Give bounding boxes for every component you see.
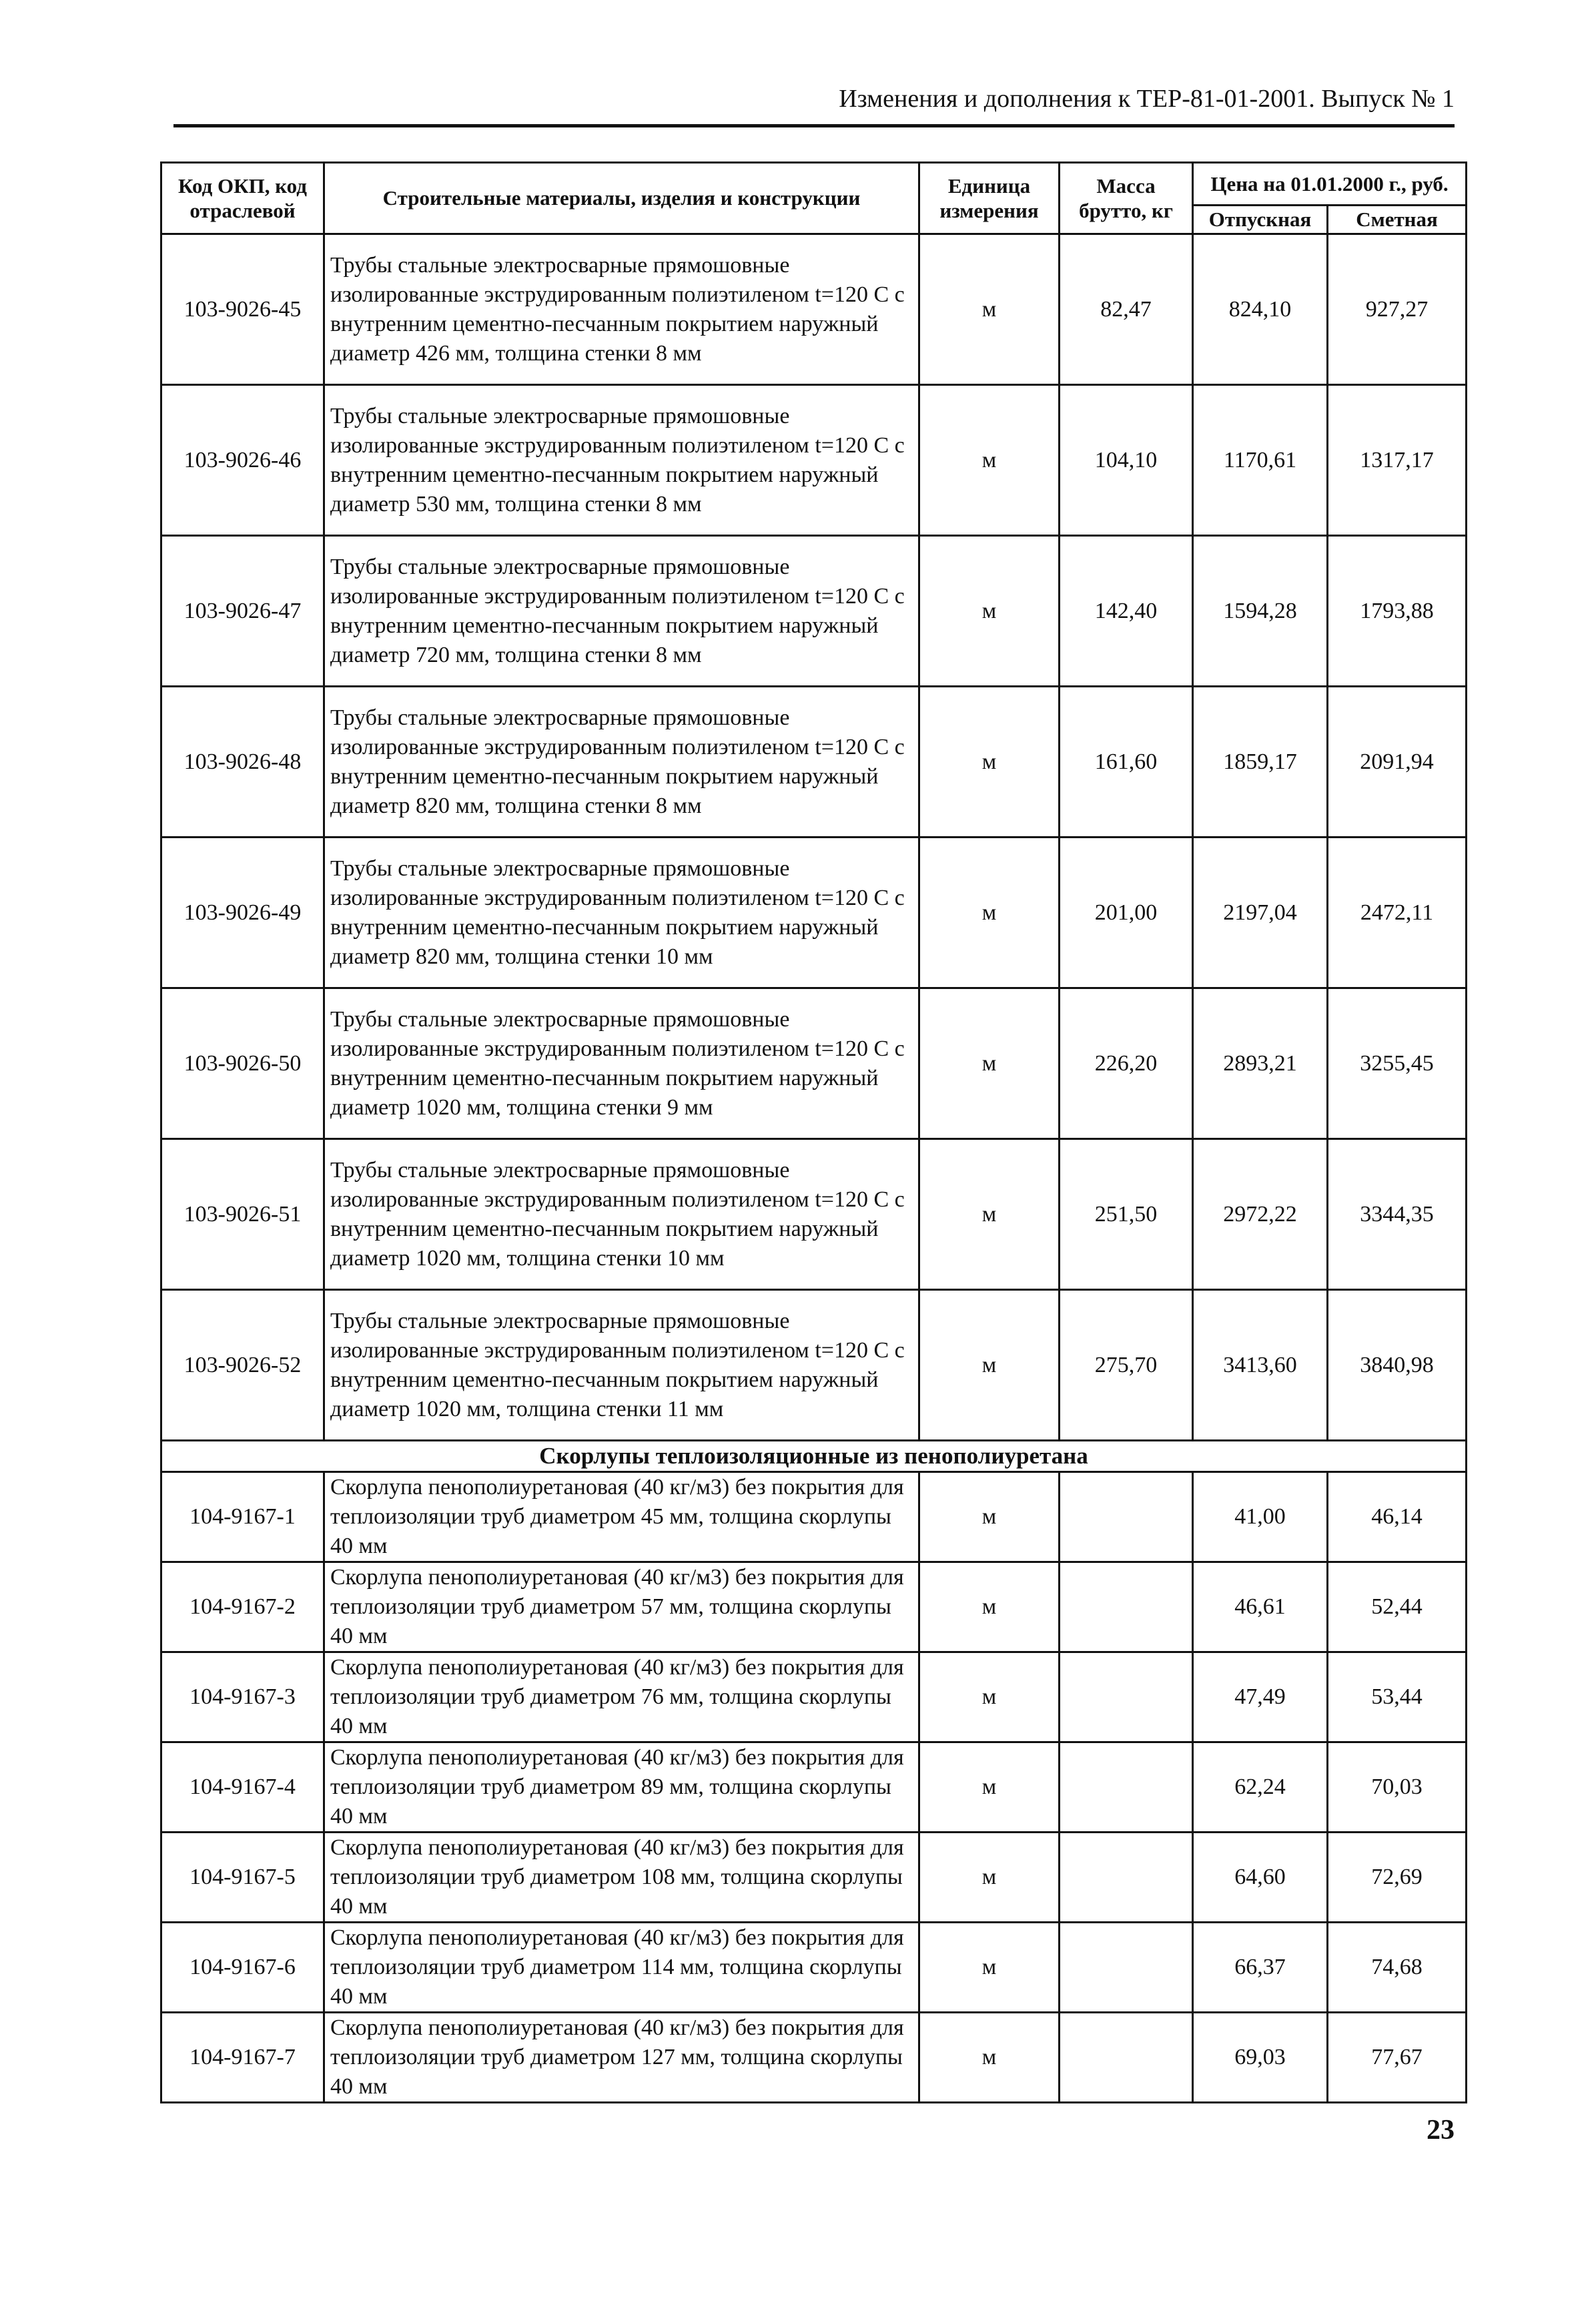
- row-mass: 226,20: [1060, 988, 1193, 1139]
- row-price-release: 46,61: [1193, 1562, 1328, 1652]
- row-description: Трубы стальные электросварные прямошовные изолированные экструдированным полиэтиленом t=120 С с внутренним цементно-песчанным покрытием наружный диаметр 426 мм, толщина стенки 8 мм: [324, 234, 919, 385]
- table-row: [161, 1833, 1467, 1923]
- table-row: [161, 687, 1467, 838]
- row-price-estimate: 70,03: [1328, 1742, 1467, 1833]
- row-unit: м: [919, 1290, 1060, 1441]
- page-number: 23: [1427, 2115, 1455, 2146]
- table-row: [161, 838, 1467, 988]
- row-description: Трубы стальные электросварные прямошовные изолированные экструдированным полиэтиленом t=120 С с внутренним цементно-песчанным покрытием наружный диаметр 530 мм, толщина стенки 8 мм: [324, 385, 919, 536]
- row-price-estimate: 1793,88: [1328, 536, 1467, 687]
- row-price-release: 41,00: [1193, 1472, 1328, 1562]
- row-unit: м: [919, 1562, 1060, 1652]
- row-code: 104-9167-3: [161, 1652, 324, 1742]
- table-row: [161, 536, 1467, 687]
- row-price-estimate: 927,27: [1328, 234, 1467, 385]
- row-price-release: 1859,17: [1193, 687, 1328, 838]
- row-mass: 275,70: [1060, 1290, 1193, 1441]
- row-mass: [1060, 1562, 1193, 1652]
- row-mass: 161,60: [1060, 687, 1193, 838]
- row-price-estimate: 52,44: [1328, 1562, 1467, 1652]
- row-price-release: 2197,04: [1193, 838, 1328, 988]
- row-code: 103-9026-51: [161, 1139, 324, 1290]
- row-description: Трубы стальные электросварные прямошовные изолированные экструдированным полиэтиленом t=120 С с внутренним цементно-песчанным покрытием наружный диаметр 1020 мм, толщина стенки 9 мм: [324, 988, 919, 1139]
- row-price-release: 1594,28: [1193, 536, 1328, 687]
- table-row: [161, 1290, 1467, 1441]
- row-code: 104-9167-4: [161, 1742, 324, 1833]
- table-row: [161, 234, 1467, 385]
- header-name: Строительные материалы, изделия и конструкции: [324, 163, 919, 234]
- page-header-title: Изменения и дополнения к ТЕР-81-01-2001. Выпуск № 1: [839, 85, 1455, 113]
- row-unit: м: [919, 1923, 1060, 2013]
- row-mass: 82,47: [1060, 234, 1193, 385]
- row-price-release: 1170,61: [1193, 385, 1328, 536]
- row-unit: м: [919, 536, 1060, 687]
- row-mass: 201,00: [1060, 838, 1193, 988]
- row-code: 104-9167-6: [161, 1923, 324, 2013]
- header-price-estimate: Сметная: [1328, 206, 1467, 234]
- row-mass: [1060, 1742, 1193, 1833]
- row-price-release: 3413,60: [1193, 1290, 1328, 1441]
- row-description: Трубы стальные электросварные прямошовные изолированные экструдированным полиэтиленом t=120 С с внутренним цементно-песчанным покрытием наружный диаметр 820 мм, толщина стенки 8 мм: [324, 687, 919, 838]
- row-mass: [1060, 1652, 1193, 1742]
- row-price-estimate: 46,14: [1328, 1472, 1467, 1562]
- row-unit: м: [919, 687, 1060, 838]
- row-unit: м: [919, 1742, 1060, 1833]
- row-price-estimate: 3344,35: [1328, 1139, 1467, 1290]
- row-price-release: 2893,21: [1193, 988, 1328, 1139]
- row-price-estimate: 2472,11: [1328, 838, 1467, 988]
- row-unit: м: [919, 234, 1060, 385]
- table-row: [161, 2013, 1467, 2103]
- pipes-rows: [161, 234, 1467, 1441]
- row-price-estimate: 74,68: [1328, 1923, 1467, 2013]
- table-row: [161, 1472, 1467, 1562]
- row-code: 103-9026-48: [161, 687, 324, 838]
- table-row: [161, 988, 1467, 1139]
- row-description: Трубы стальные электросварные прямошовные изолированные экструдированным полиэтиленом t=120 С с внутренним цементно-песчанным покрытием наружный диаметр 1020 мм, толщина стенки 10 мм: [324, 1139, 919, 1290]
- header-rule: [173, 124, 1455, 127]
- row-unit: м: [919, 385, 1060, 536]
- row-price-estimate: 77,67: [1328, 2013, 1467, 2103]
- header-unit: Единица измерения: [919, 163, 1060, 234]
- row-code: 104-9167-7: [161, 2013, 324, 2103]
- row-mass: [1060, 1833, 1193, 1923]
- row-description: Трубы стальные электросварные прямошовные изолированные экструдированным полиэтиленом t=120 С с внутренним цементно-песчанным покрытием наружный диаметр 820 мм, толщина стенки 10 мм: [324, 838, 919, 988]
- row-price-estimate: 1317,17: [1328, 385, 1467, 536]
- row-mass: [1060, 2013, 1193, 2103]
- row-unit: м: [919, 1472, 1060, 1562]
- row-description: Трубы стальные электросварные прямошовные изолированные экструдированным полиэтиленом t=120 С с внутренним цементно-песчанным покрытием наружный диаметр 720 мм, толщина стенки 8 мм: [324, 536, 919, 687]
- row-unit: м: [919, 1652, 1060, 1742]
- table-row: [161, 1923, 1467, 2013]
- row-price-estimate: 53,44: [1328, 1652, 1467, 1742]
- row-price-estimate: 72,69: [1328, 1833, 1467, 1923]
- row-price-estimate: 3255,45: [1328, 988, 1467, 1139]
- row-unit: м: [919, 988, 1060, 1139]
- materials-price-table: [160, 161, 1467, 2103]
- row-unit: м: [919, 838, 1060, 988]
- row-code: 103-9026-45: [161, 234, 324, 385]
- row-mass: 251,50: [1060, 1139, 1193, 1290]
- row-code: 104-9167-1: [161, 1472, 324, 1562]
- row-mass: [1060, 1923, 1193, 2013]
- row-price-release: 47,49: [1193, 1652, 1328, 1742]
- section-title: Скорлупы теплоизоляционные из пенополиуретана: [161, 1441, 1467, 1472]
- row-code: 103-9026-47: [161, 536, 324, 687]
- row-price-release: 69,03: [1193, 2013, 1328, 2103]
- row-description: Скорлупа пенополиуретановая (40 кг/м3) без покрытия для теплоизоляции труб диаметром 127 мм, толщина скорлупы 40 мм: [324, 2013, 919, 2103]
- row-mass: [1060, 1472, 1193, 1562]
- section-divider: [161, 1441, 1467, 1472]
- row-price-release: 824,10: [1193, 234, 1328, 385]
- row-code: 103-9026-49: [161, 838, 324, 988]
- table-row: [161, 385, 1467, 536]
- row-mass: 142,40: [1060, 536, 1193, 687]
- row-unit: м: [919, 1139, 1060, 1290]
- row-unit: м: [919, 1833, 1060, 1923]
- row-description: Скорлупа пенополиуретановая (40 кг/м3) без покрытия для теплоизоляции труб диаметром 45 мм, толщина скорлупы 40 мм: [324, 1472, 919, 1562]
- header-price-release: Отпускная: [1193, 206, 1328, 234]
- row-price-release: 66,37: [1193, 1923, 1328, 2013]
- table-row: [161, 1562, 1467, 1652]
- header-price-group: Цена на 01.01.2000 г., руб.: [1193, 163, 1467, 206]
- row-code: 104-9167-2: [161, 1562, 324, 1652]
- row-description: Скорлупа пенополиуретановая (40 кг/м3) без покрытия для теплоизоляции труб диаметром 76 мм, толщина скорлупы 40 мм: [324, 1652, 919, 1742]
- row-price-estimate: 2091,94: [1328, 687, 1467, 838]
- row-price-release: 2972,22: [1193, 1139, 1328, 1290]
- row-description: Трубы стальные электросварные прямошовные изолированные экструдированным полиэтиленом t=120 С с внутренним цементно-песчанным покрытием наружный диаметр 1020 мм, толщина стенки 11 мм: [324, 1290, 919, 1441]
- row-code: 103-9026-46: [161, 385, 324, 536]
- row-price-release: 64,60: [1193, 1833, 1328, 1923]
- row-mass: 104,10: [1060, 385, 1193, 536]
- row-unit: м: [919, 2013, 1060, 2103]
- row-code: 103-9026-52: [161, 1290, 324, 1441]
- row-description: Скорлупа пенополиуретановая (40 кг/м3) без покрытия для теплоизоляции труб диаметром 108 мм, толщина скорлупы 40 мм: [324, 1833, 919, 1923]
- row-code: 104-9167-5: [161, 1833, 324, 1923]
- row-description: Скорлупа пенополиуретановая (40 кг/м3) без покрытия для теплоизоляции труб диаметром 57 мм, толщина скорлупы 40 мм: [324, 1562, 919, 1652]
- row-price-estimate: 3840,98: [1328, 1290, 1467, 1441]
- header-mass: Масса брутто, кг: [1060, 163, 1193, 234]
- table-row: [161, 1652, 1467, 1742]
- row-description: Скорлупа пенополиуретановая (40 кг/м3) без покрытия для теплоизоляции труб диаметром 89 мм, толщина скорлупы 40 мм: [324, 1742, 919, 1833]
- row-code: 103-9026-50: [161, 988, 324, 1139]
- row-description: Скорлупа пенополиуретановая (40 кг/м3) без покрытия для теплоизоляции труб диаметром 114 мм, толщина скорлупы 40 мм: [324, 1923, 919, 2013]
- table-row: [161, 1139, 1467, 1290]
- shells-rows: [161, 1472, 1467, 2103]
- table-row: [161, 1742, 1467, 1833]
- row-price-release: 62,24: [1193, 1742, 1328, 1833]
- header-code: Код ОКП, код отраслевой: [161, 163, 324, 234]
